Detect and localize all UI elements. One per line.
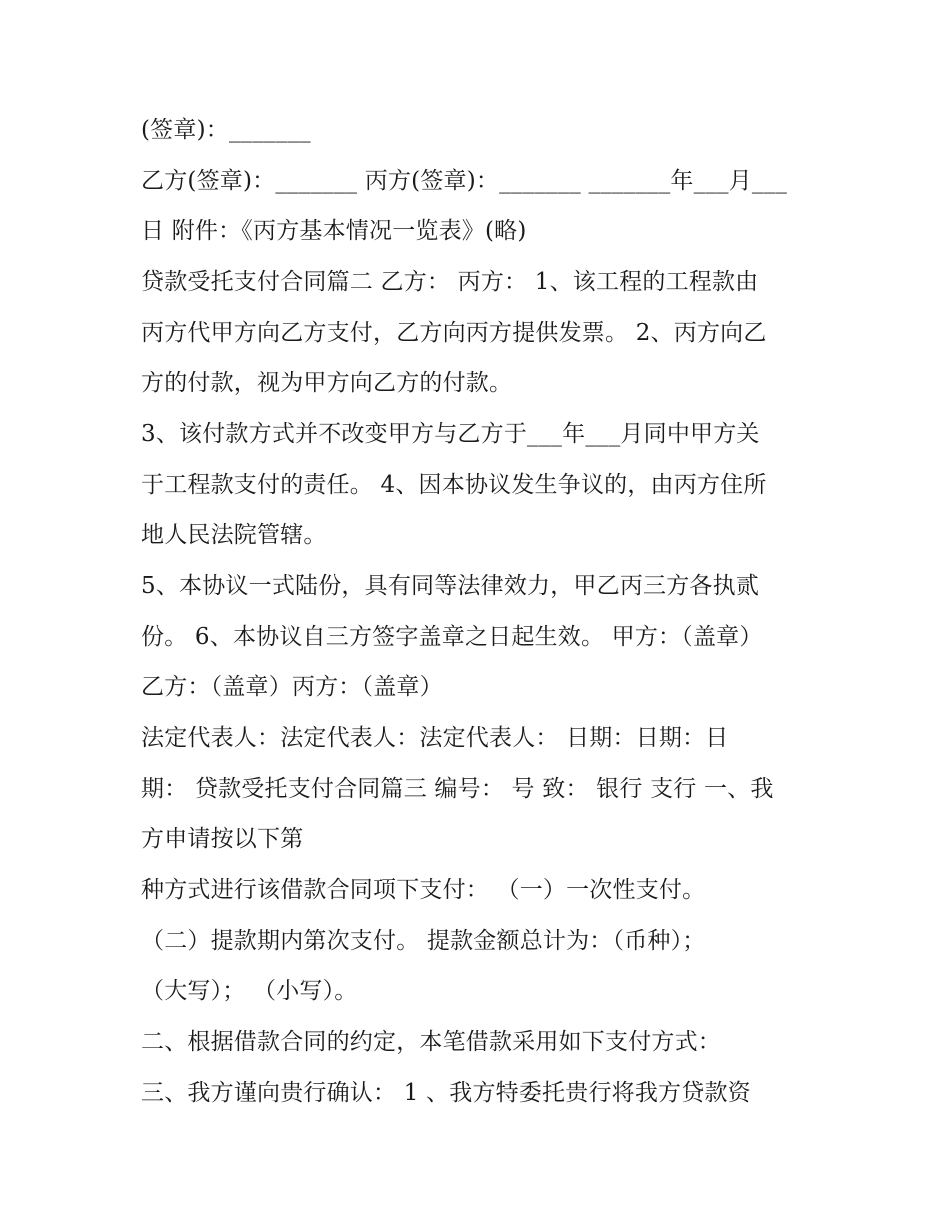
text-line-8: 于工程款支付的责任。 4、因本协议发生争议的，由丙方住所 — [141, 472, 767, 498]
text-line-1: (签章)：_______ — [141, 117, 311, 143]
text-line-17: （二）提款期内第次支付。 提款金额总计为：（币种）； — [141, 928, 706, 954]
text-line-20: 三、我方谨向贵行确认： 1 、我方特委托贵行将我方贷款资 — [141, 1080, 751, 1106]
text-line-14: 期： 贷款受托支付合同篇三 编号： 号 致： 银行 支行 一、我 — [141, 776, 774, 802]
text-line-19: 二、根据借款合同的约定，本笔借款采用如下支付方式： — [141, 1029, 721, 1055]
text-line-10: 5、本协议一式陆份，具有同等法律效力，甲乙丙三方各执贰 — [141, 573, 760, 599]
text-line-18: （大写）； （小写）。 — [141, 978, 358, 1004]
text-line-13: 法定代表人：法定代表人：法定代表人： 日期：日期：日 — [141, 725, 729, 751]
text-line-2: 乙方(签章)：_______ 丙方(签章)：_______ _______年___月___ — [141, 168, 788, 194]
text-line-5: 丙方代甲方向乙方支付，乙方向丙方提供发票。 2、丙方向乙 — [141, 320, 767, 346]
text-line-7: 3、该付款方式并不改变甲方与乙方于___年___月同中甲方关 — [141, 421, 760, 447]
text-line-4: 贷款受托支付合同篇二 乙方： 丙方： 1、该工程的工程款由 — [141, 269, 759, 295]
text-line-15: 方申请按以下第 — [141, 826, 304, 852]
text-line-16: 种方式进行该借款合同项下支付： （一）一次性支付。 — [141, 877, 706, 903]
text-line-12: 乙方：（盖章）丙方：（盖章） — [141, 674, 443, 700]
text-line-3: 日 附件：《丙方基本情况一览表》(略) — [141, 218, 527, 244]
text-line-6: 方的付款，视为甲方向乙方的付款。 — [141, 370, 513, 396]
text-line-11: 份。 6、本协议自三方签字盖章之日起生效。 甲方：（盖章） — [141, 624, 763, 650]
text-line-9: 地人民法院管辖。 — [141, 522, 327, 548]
